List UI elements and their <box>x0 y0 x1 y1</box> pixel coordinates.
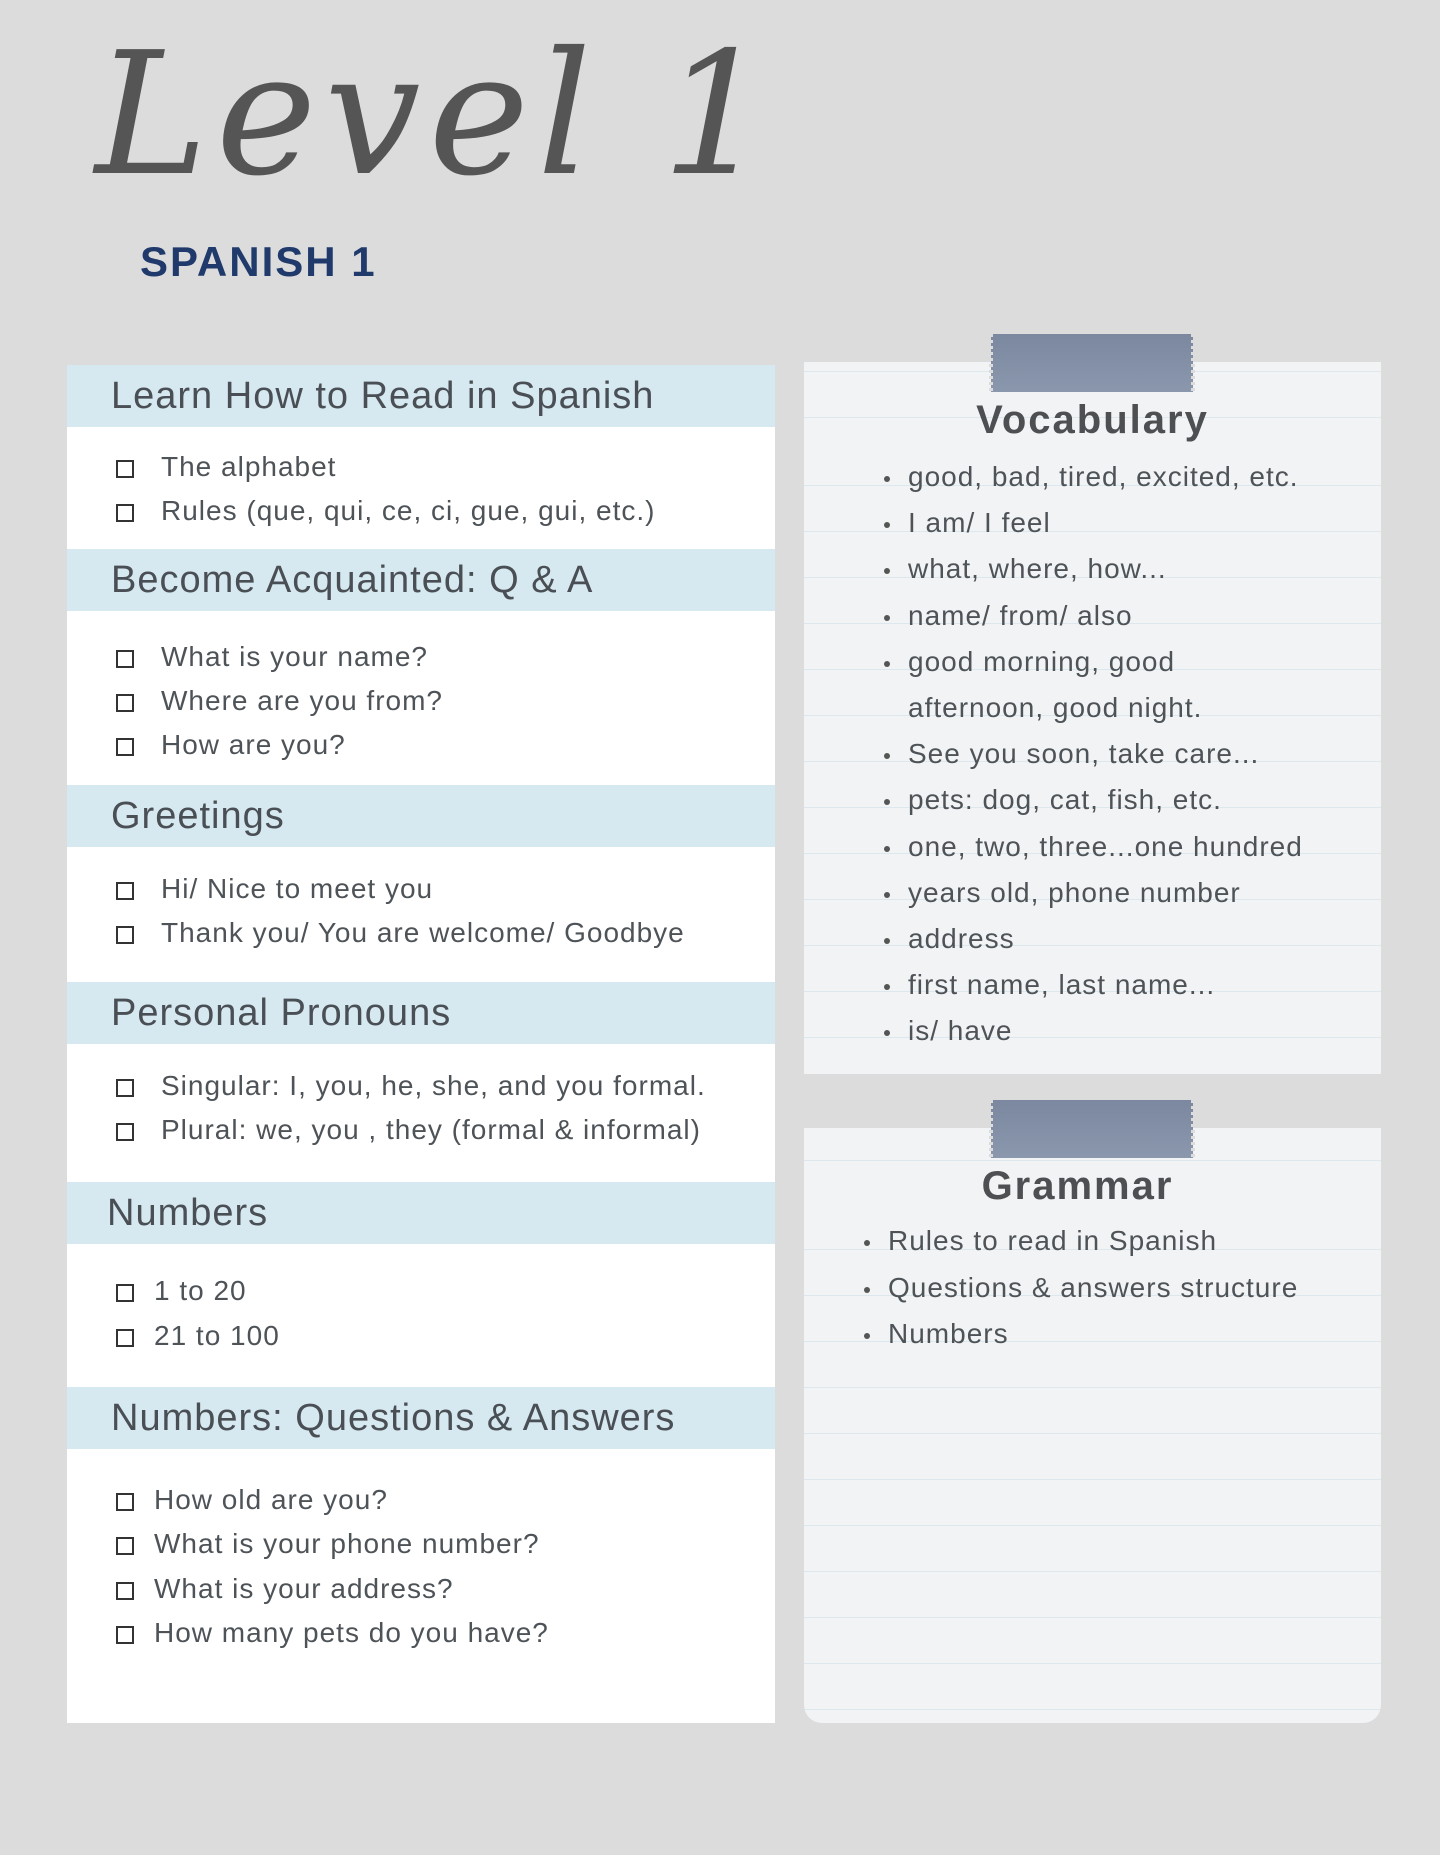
grammar-title: Grammar <box>981 1164 1174 1208</box>
checklist-item <box>116 1271 247 1311</box>
section-greetings <box>67 785 775 948</box>
section-heading: Become Acquainted: Q & A <box>67 549 775 611</box>
grammar-item: Rules to read in Spanish <box>864 1218 1217 1264</box>
vocabulary-item: first name, last name... <box>884 962 1215 1008</box>
checklist-item <box>116 1316 280 1356</box>
checklist-item <box>116 1110 701 1150</box>
section-learn-to-read <box>67 365 775 526</box>
vocabulary-item: what, where, how... <box>884 546 1167 592</box>
vocabulary-item: I am/ I feel <box>884 500 1051 546</box>
item-label: How old are you? <box>154 1484 388 1515</box>
grammar-item: Numbers <box>864 1311 1009 1357</box>
item-label: What is your address? <box>154 1573 454 1604</box>
grammar-item: Questions & answers structure <box>864 1265 1298 1311</box>
section-heading: Personal Pronouns <box>67 982 775 1044</box>
item-label: Hi/ Nice to meet you <box>161 873 434 904</box>
item-label: Rules (que, qui, ce, ci, gue, gui, etc.) <box>161 495 656 526</box>
item-label: What is your phone number? <box>154 1528 540 1559</box>
tape-decoration <box>991 1100 1193 1158</box>
checkbox[interactable] <box>116 882 134 900</box>
checklist-item <box>116 491 655 531</box>
checklist-item <box>116 1066 706 1106</box>
checklist-item <box>116 1613 549 1653</box>
tape-decoration <box>991 334 1193 392</box>
vocabulary-item: one, two, three...one hundred <box>884 824 1303 870</box>
item-label: Where are you from? <box>161 685 443 716</box>
checkbox[interactable] <box>116 1626 134 1644</box>
checkbox[interactable] <box>116 1493 134 1511</box>
course-subtitle: SPANISH 1 <box>140 238 377 285</box>
checkbox[interactable] <box>116 1284 134 1302</box>
section-heading: Numbers <box>67 1182 775 1244</box>
checklist-item <box>116 681 443 721</box>
checkbox[interactable] <box>116 1123 134 1141</box>
level-title: Level 1 <box>95 16 778 214</box>
vocabulary-card <box>804 362 1381 1074</box>
checkbox[interactable] <box>116 1079 134 1097</box>
checkbox[interactable] <box>116 1329 134 1347</box>
vocabulary-item: afternoon, good night. <box>908 692 1203 723</box>
item-label: 21 to 100 <box>154 1320 280 1351</box>
checkbox[interactable] <box>116 926 134 944</box>
checkbox[interactable] <box>116 650 134 668</box>
topics-checklist-panel <box>67 365 775 1723</box>
item-label: Plural: we, you , they (formal & informal) <box>161 1114 701 1145</box>
item-label: How many pets do you have? <box>154 1617 549 1648</box>
checklist-item <box>116 725 346 765</box>
section-heading: Numbers: Questions & Answers <box>67 1387 775 1449</box>
checklist-item <box>116 1480 388 1520</box>
checklist-item <box>116 447 336 487</box>
vocabulary-item: name/ from/ also <box>884 593 1133 639</box>
checklist-item <box>116 1569 454 1609</box>
item-label: The alphabet <box>161 451 337 482</box>
checkbox[interactable] <box>116 504 134 522</box>
vocabulary-title: Vocabulary <box>976 398 1209 442</box>
checklist-item <box>116 869 433 909</box>
item-label: How are you? <box>161 729 346 760</box>
checkbox[interactable] <box>116 694 134 712</box>
vocabulary-item: See you soon, take care... <box>884 731 1259 777</box>
vocabulary-item: good morning, good <box>884 639 1175 685</box>
checklist-item <box>116 1524 540 1564</box>
section-numbers <box>67 1182 775 1351</box>
checklist-item <box>116 913 685 953</box>
vocabulary-item: is/ have <box>884 1008 1013 1054</box>
vocabulary-item: good, bad, tired, excited, etc. <box>884 454 1299 500</box>
section-heading: Greetings <box>67 785 775 847</box>
checkbox[interactable] <box>116 460 134 478</box>
checkbox[interactable] <box>116 738 134 756</box>
item-label: 1 to 20 <box>154 1275 247 1306</box>
vocabulary-item: years old, phone number <box>884 870 1241 916</box>
section-heading: Learn How to Read in Spanish <box>67 365 775 427</box>
item-label: Thank you/ You are welcome/ Goodbye <box>161 917 685 948</box>
item-label: Singular: I, you, he, she, and you formal. <box>161 1070 706 1101</box>
grammar-card <box>804 1128 1381 1723</box>
vocabulary-item: address <box>884 916 1015 962</box>
checkbox[interactable] <box>116 1537 134 1555</box>
section-become-acquainted <box>67 549 775 760</box>
checklist-item <box>116 637 428 677</box>
section-numbers-q-and-a <box>67 1387 775 1648</box>
checkbox[interactable] <box>116 1582 134 1600</box>
vocabulary-item: pets: dog, cat, fish, etc. <box>884 777 1222 823</box>
item-label: What is your name? <box>161 641 428 672</box>
section-personal-pronouns <box>67 982 775 1145</box>
